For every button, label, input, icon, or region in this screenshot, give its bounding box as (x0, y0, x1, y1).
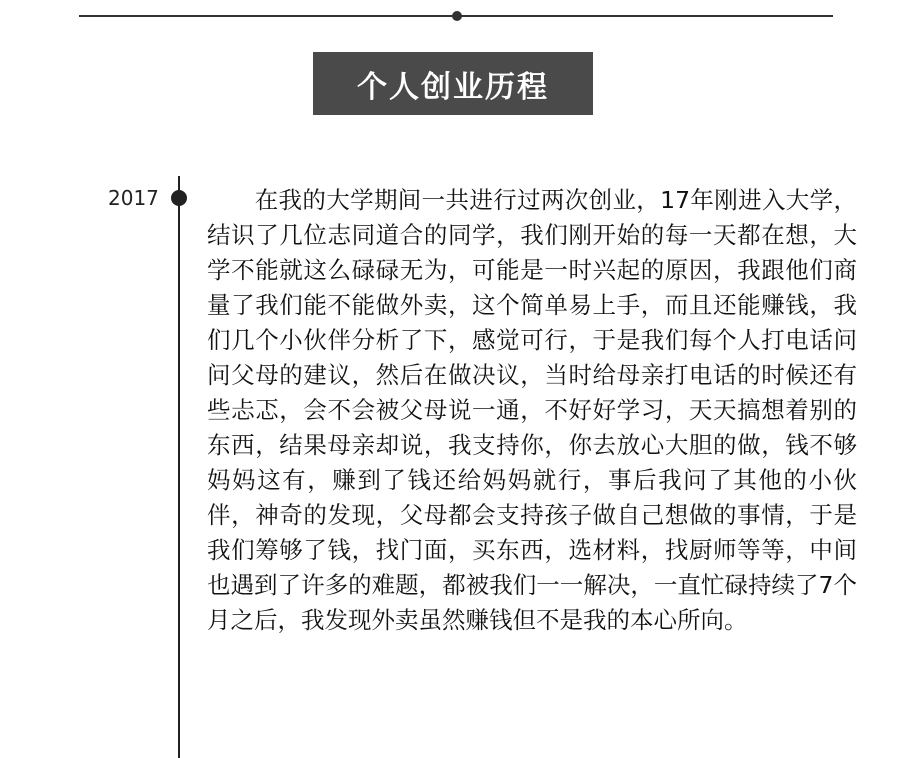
timeline-year: 2017 (108, 186, 159, 210)
timeline-line (178, 176, 180, 758)
section-title-text: 个人创业历程 (357, 69, 549, 105)
section-title (313, 52, 593, 115)
timeline-dot (171, 190, 187, 206)
timeline-entry-text: 在我的大学期间一共进行过两次创业，17年刚进入大学，结识了几位志同道合的同学，我们刚开始的每一天都在想，大学不能就这么碌碌无为，可能是一时兴起的原因，我跟他们商量了我们能不能做外卖，这个简单易上手，而且还能赚钱，我们几个小伙伴分析了下，感觉可行，于是我们每个人打电话问问父母的建议，然后在做决议，当时给母亲打电话的时候还有些忐忑，会不会被父母说一通，不好好学习，天天搞想着别的东西，结果母亲却说，我支持你，你去放心大胆的做，钱不够妈妈这有，赚到了钱还给妈妈就行，事后我问了其他的小伙伴，神奇的发现，父母都会支持孩子做自己想做的事情，于是我们筹够了钱，找门面，买东西，选材料，找厨师等等，中间也遇到了许多的难题，都被我们一一解决，一直忙碌持续了7个月之后，我发现外卖虽然赚钱但不是我的本心所向。 (207, 186, 857, 634)
top-divider-dot (452, 11, 462, 21)
